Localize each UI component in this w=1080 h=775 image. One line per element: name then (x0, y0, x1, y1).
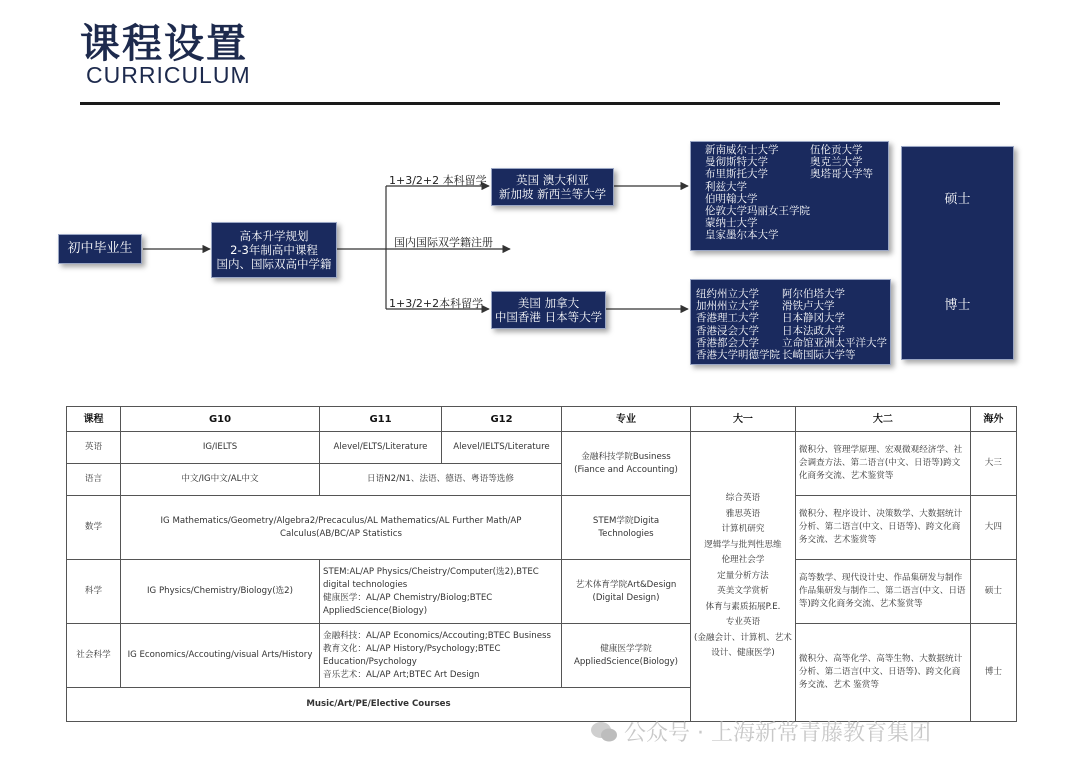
subject-cell: 语言 (67, 464, 121, 496)
overseas-cell: 大四 (970, 496, 1016, 560)
route-label-dual: 国内国际双学籍注册 (394, 236, 493, 249)
column-header: 大二 (795, 407, 970, 432)
table-row (67, 560, 1017, 624)
page-title: 课程设置 (80, 21, 248, 67)
page-subtitle: CURRICULUM (86, 62, 251, 88)
planning-box (211, 222, 337, 278)
year2-cell: 微积分、高等化学、高等生物、大数据统计 分析、第二语言(中文、日语等)、跨文化商 务交流、艺术 鉴赏等 (795, 624, 970, 722)
degree-doctor: 博士 (944, 298, 971, 313)
subject-cell: 科学 (67, 560, 121, 624)
planning-line: 2-3年制高中课程 (230, 243, 318, 257)
year2-cell: 高等数学、现代设计史、作品集研发与制作 作品集研发与制作二、第二语言(中文、日语 等)跨文化商务交流、艺术鉴赏等 (795, 560, 970, 624)
major-cell: 艺术体育学院Art&Design (Digital Design) (562, 560, 691, 624)
table-row (67, 624, 1017, 688)
university-name: 阿尔伯塔大学 (782, 288, 845, 300)
subject-cell: 英语 (67, 432, 121, 464)
overseas-cell: 硕士 (970, 560, 1016, 624)
university-name: 加州州立大学 (696, 300, 759, 313)
university-name: 利兹大学 (705, 180, 747, 193)
university-name: 皇家墨尔本大学 (705, 229, 779, 242)
table-row (67, 496, 1017, 560)
overseas-cell: 大三 (970, 432, 1016, 496)
university-name: 奥克兰大学 (810, 156, 863, 169)
wechat-icon (590, 721, 618, 743)
university-name: 长崎国际大学等 (782, 349, 856, 362)
major-cell: 健康医学学院 AppliedScience(Biology) (562, 624, 691, 688)
watermark-text: 公众号 · 上海新常青藤教育集团 (624, 721, 931, 746)
uk-destination-box (491, 168, 614, 206)
start-label: 初中毕业生 (67, 241, 133, 256)
destination-line: 美国 加拿大 (517, 296, 580, 310)
route-label-uk: 1+3/2+2 本科留学 (389, 174, 487, 187)
degree-master: 硕士 (944, 192, 971, 207)
column-header: 专业 (562, 407, 691, 432)
university-name: 香港理工大学 (696, 312, 759, 325)
year1-cell: 综合英语 雅思英语 计算机研究 逻辑学与批判性思维 伦理社会学 定量分析方法 英美文学赏析 体育与素质拓展P.E. 专业英语 (金融会计、计算机、艺术 设计、健康医学) (691, 432, 796, 722)
us-destination-box (491, 291, 606, 329)
university-name: 日本静冈大学 (782, 312, 845, 325)
column-header: 大一 (691, 407, 796, 432)
subject-cell: 社会科学 (67, 624, 121, 688)
planning-line: 国内、国际双高中学籍 (216, 257, 332, 271)
elective-footer: Music/Art/PE/Elective Courses (67, 688, 691, 722)
university-name: 曼彻斯特大学 (705, 156, 768, 169)
year2-cell: 微积分、管理学原理、宏观微观经济学、社 会调查方法、第二语言(中文、日语等)跨文 化商务交流、艺术鉴赏等 (795, 432, 970, 496)
degree-box (901, 146, 1014, 360)
column-header: G10 (121, 407, 320, 432)
major-cell: 金融科技学院Business (Fiance and Accounting) (562, 432, 691, 496)
column-header: 课程 (67, 407, 121, 432)
route-label-us: 1+3/2+2本科留学 (389, 297, 484, 310)
column-header: G12 (442, 407, 562, 432)
overseas-cell: 博士 (970, 624, 1016, 722)
course-cell: IG Mathematics/Geometry/Algebra2/Precaculus/AL Mathematics/AL Further Math/AP Calculus(AB/BC/AP Statistics (121, 496, 562, 560)
university-name: 纽约州立大学 (696, 288, 759, 300)
table-header-row (67, 407, 1017, 432)
destination-line: 英国 澳大利亚 (516, 173, 589, 187)
course-cell: Alevel/IELTS/Literature (442, 432, 562, 464)
course-cell: 金融科技：AL/AP Economics/Accouting;BTEC Business 教育文化：AL/AP History/Psychology;BTEC Education/Psychology 音乐艺术：AL/AP Art;BTEC Art Design (320, 624, 562, 688)
university-name: 蒙纳士大学 (705, 217, 758, 230)
university-name: 奥塔哥大学等 (810, 168, 873, 181)
column-header: G11 (320, 407, 442, 432)
curriculum-table (66, 406, 1017, 722)
subject-cell: 数学 (67, 496, 121, 560)
university-name: 伯明翰大学 (705, 192, 758, 205)
column-header: 海外 (970, 407, 1016, 432)
major-cell: STEM学院Digita Technologies (562, 496, 691, 560)
university-name: 新南威尔士大学 (705, 144, 779, 156)
university-name: 立命馆亚洲太平洋大学 (782, 336, 887, 349)
university-name: 滑铁卢大学 (782, 300, 835, 313)
university-name: 布里斯托大学 (705, 168, 768, 181)
university-name: 香港都会大学 (696, 336, 759, 349)
university-name: 伦敦大学玛丽女王学院 (705, 205, 810, 218)
destination-line: 新加坡 新西兰等大学 (498, 187, 607, 201)
course-cell: 日语N2/N1、法语、德语、粤语等选修 (320, 464, 562, 496)
planning-line: 高本升学规划 (239, 229, 309, 243)
course-cell: 中文/IG中文/AL中文 (121, 464, 320, 496)
university-name: 伍伦贡大学 (810, 144, 863, 156)
course-cell: STEM:AL/AP Physics/Cheistry/Computer(选2),BTEC digital technologies 健康医学：AL/AP Chemistry/Biolog;BTEC AppliedScience(Biology) (320, 560, 562, 624)
university-name: 香港浸会大学 (696, 324, 759, 337)
course-cell: Alevel/ELTS/Literature (320, 432, 442, 464)
course-cell: IG/IELTS (121, 432, 320, 464)
table-row (67, 432, 1017, 464)
us-university-list (690, 279, 891, 365)
course-cell: IG Economics/Accouting/visual Arts/History (121, 624, 320, 688)
course-cell: IG Physics/Chemistry/Biology(选2) (121, 560, 320, 624)
university-name: 日本法政大学 (782, 324, 845, 337)
destination-line: 中国香港 日本等大学 (494, 310, 603, 324)
uk-university-list (690, 141, 889, 251)
university-name: 香港大学明德学院 (696, 349, 780, 362)
start-box (58, 234, 142, 264)
year2-cell: 微积分、程序设计、决策数学、大数据统计 分析、第二语言(中文、日语等)、跨文化商 务交流、艺术鉴赏等 (795, 496, 970, 560)
